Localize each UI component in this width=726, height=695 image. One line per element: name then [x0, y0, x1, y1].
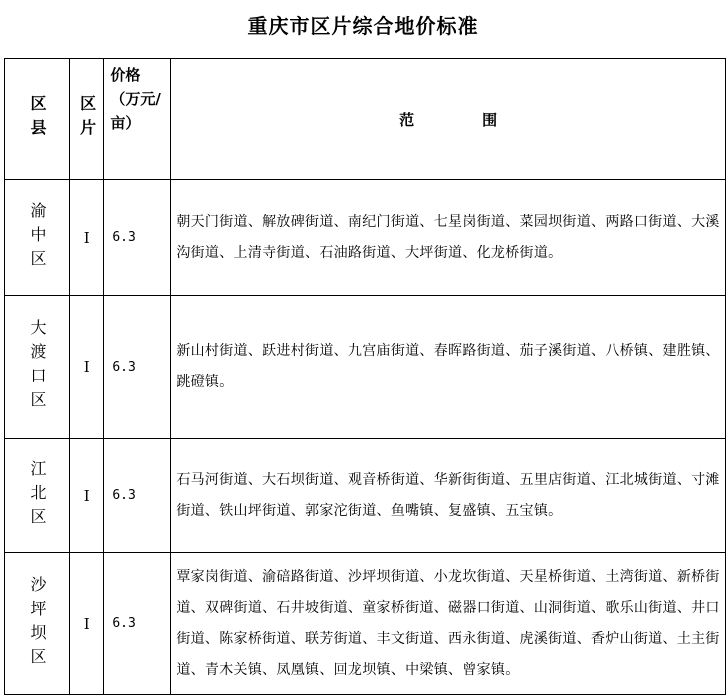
- price-cell: 6.3: [104, 296, 171, 439]
- header-scope-cell: [171, 59, 726, 180]
- scope-cell: 朝天门街道、解放碑街道、南纪门街道、七星岗街道、菜园坝街道、两路口街道、大溪沟街道、上清寺街道、石油路街道、大坪街道、化龙桥街道。: [171, 180, 726, 296]
- table-row: [5, 553, 726, 695]
- price-cell: 6.3: [104, 439, 171, 553]
- header-district: 区县: [28, 95, 47, 143]
- zone-cell: Ⅰ: [70, 180, 104, 296]
- document-title: 重庆市区片综合地价标准: [247, 14, 479, 38]
- table-row: [5, 439, 726, 553]
- price-cell: 6.3: [104, 553, 171, 695]
- district-name: 渝中区: [28, 201, 47, 274]
- header-zone: 区片: [77, 95, 97, 143]
- scope-cell: 覃家岗街道、渝碚路街道、沙坪坝街道、小龙坎街道、天星桥街道、土湾街道、新桥街道、双碑街道、石井坡街道、童家桥街道、磁器口街道、山洞街道、歌乐山街道、井口街道、陈家桥街道、联芳街道、丰文街道、西永街道、虎溪街道、香炉山街道、土主街道、青木关镇、凤凰镇、回龙坝镇、中梁镇、曾家镇。: [171, 553, 726, 695]
- header-price: 价格（万元/亩）: [104, 59, 171, 180]
- district-name: 沙坪坝区: [28, 575, 47, 672]
- price-cell: 6.3: [104, 180, 171, 296]
- zone-cell: Ⅰ: [70, 296, 104, 439]
- zone-cell: Ⅰ: [70, 439, 104, 553]
- district-name: 大渡口区: [28, 319, 47, 415]
- header-district-cell: [5, 59, 70, 180]
- header-scope-b: 围: [482, 110, 498, 129]
- district-cell: [5, 296, 70, 439]
- scope-cell: 新山村街道、跃进村街道、九宫庙街道、春晖路街道、茄子溪街道、八桥镇、建胜镇、跳磴镇。: [171, 296, 726, 439]
- land-price-table: [4, 58, 726, 695]
- table-row: [5, 296, 726, 439]
- table-header-row: [5, 59, 726, 180]
- district-cell: [5, 180, 70, 296]
- district-cell: [5, 553, 70, 695]
- header-scope-a: 范: [399, 110, 415, 129]
- scope-cell: 石马河街道、大石坝街道、观音桥街道、华新街街道、五里店街道、江北城街道、寸滩街道、铁山坪街道、郭家沱街道、鱼嘴镇、复盛镇、五宝镇。: [171, 439, 726, 553]
- zone-cell: Ⅰ: [70, 553, 104, 695]
- header-zone-cell: [70, 59, 104, 180]
- district-cell: [5, 439, 70, 553]
- table-row: [5, 180, 726, 296]
- district-name: 江北区: [28, 459, 47, 532]
